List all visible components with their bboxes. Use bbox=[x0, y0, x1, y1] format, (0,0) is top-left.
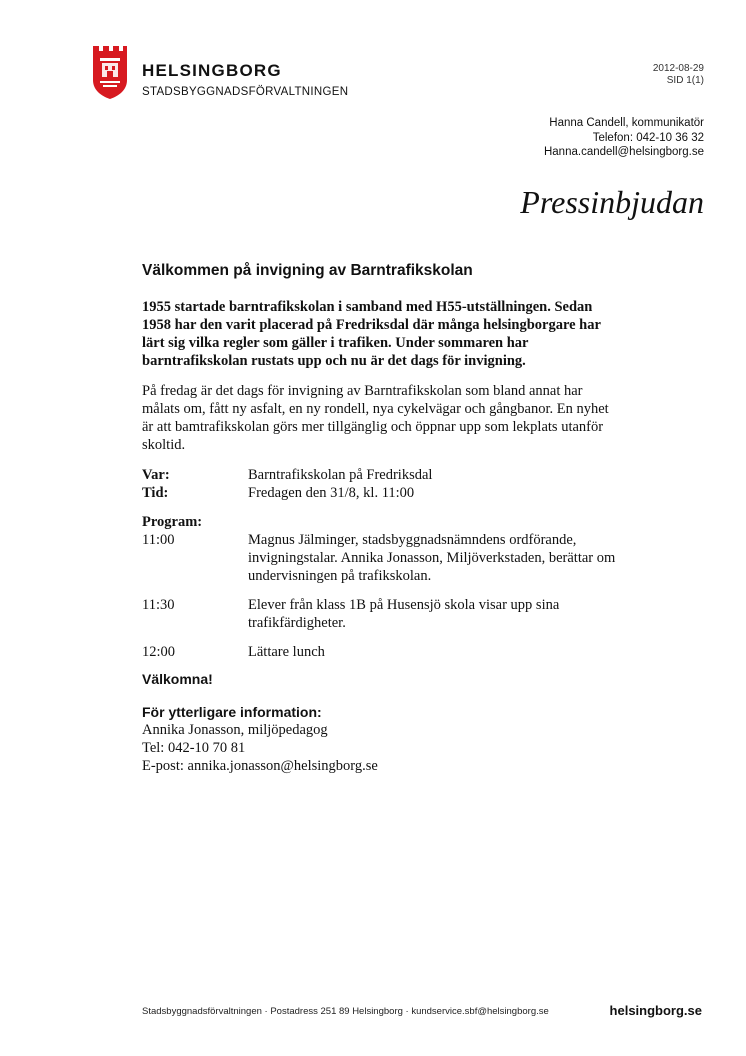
program-text: Elever från klass 1B på Husensjö skola visar upp sina trafikfärdigheter. bbox=[248, 597, 560, 631]
program-item bbox=[142, 596, 622, 632]
contact-phone: Telefon: 042-10 36 32 bbox=[592, 131, 704, 144]
where-row bbox=[142, 466, 622, 484]
body-paragraph: På fredag är det dags för invigning av Barntrafikskolan som bland annat har målats om, fått ny asfalt, en ny rondell, nya cykelvägar och gångbanor. En nyhet är att bamtrafikskolan görs mer tillgänglig och öppnar upp som lekplats utanför skoltid. bbox=[142, 383, 609, 453]
program-text: Lättare lunch bbox=[248, 644, 325, 660]
more-info-name: Annika Jonasson, miljöpedagog bbox=[142, 722, 328, 738]
footer-website-link[interactable]: helsingborg.se bbox=[609, 1003, 702, 1018]
org-name: HELSINGBORG bbox=[142, 61, 282, 80]
page-number: SID 1(1) bbox=[666, 75, 704, 86]
where-label: Var: bbox=[142, 467, 170, 483]
program-text: Magnus Jälminger, stadsbyggnadsnämndens ordförande, invigningstalar. Annika Jonasson, Miljöverkstaden, berättar om undervisningen på trafikskolan. bbox=[248, 532, 616, 584]
where-value: Barntrafikskolan på Fredriksdal bbox=[248, 467, 433, 483]
program-heading bbox=[142, 513, 622, 531]
program-time: 11:30 bbox=[142, 597, 175, 613]
document-meta bbox=[653, 63, 704, 87]
department-name: STADSBYGGNADSFÖRVALTNINGEN bbox=[142, 86, 349, 98]
footer-address: Stadsbyggnadsförvaltningen · Postadress 251 89 Helsingborg · kundservice.sbf@helsingborg.se bbox=[142, 1006, 549, 1017]
more-info-heading: För ytterligare information: bbox=[142, 704, 322, 720]
helsingborg-crest-icon bbox=[91, 44, 129, 100]
when-value: Fredagen den 31/8, kl. 11:00 bbox=[248, 485, 415, 501]
document-date: 2012-08-29 bbox=[652, 63, 704, 74]
when-row bbox=[142, 484, 622, 502]
lead-paragraph: 1955 startade barntrafikskolan i samband med H55-utställningen. Sedan 1958 har den varit placerad på Fredriksdal där många helsingborgare har lärt sig vilka regler som gäller i trafiken. Under sommaren har barntrafikskolan rustats upp och nu är det dags för invigning. bbox=[142, 299, 601, 369]
document-type: Pressinbjudan bbox=[520, 184, 704, 220]
program-label: Program: bbox=[142, 514, 203, 530]
more-info-email[interactable]: E-post: annika.jonasson@helsingborg.se bbox=[142, 758, 378, 774]
when-label: Tid: bbox=[142, 485, 169, 501]
page-title: Välkommen på invigning av Barntrafikskolan bbox=[142, 262, 473, 279]
contact-email[interactable]: Hanna.candell@helsingborg.se bbox=[543, 146, 704, 158]
welcome-text: Välkomna! bbox=[142, 671, 213, 687]
program-time: 12:00 bbox=[142, 644, 176, 660]
more-info-phone: Tel: 042-10 70 81 bbox=[142, 740, 246, 756]
program-time: 11:00 bbox=[142, 532, 175, 548]
press-release-body bbox=[142, 262, 622, 775]
contact-name: Hanna Candell, kommunikatör bbox=[549, 117, 704, 129]
program-item bbox=[142, 643, 622, 661]
program-item bbox=[142, 531, 622, 585]
contact-block bbox=[544, 116, 704, 160]
